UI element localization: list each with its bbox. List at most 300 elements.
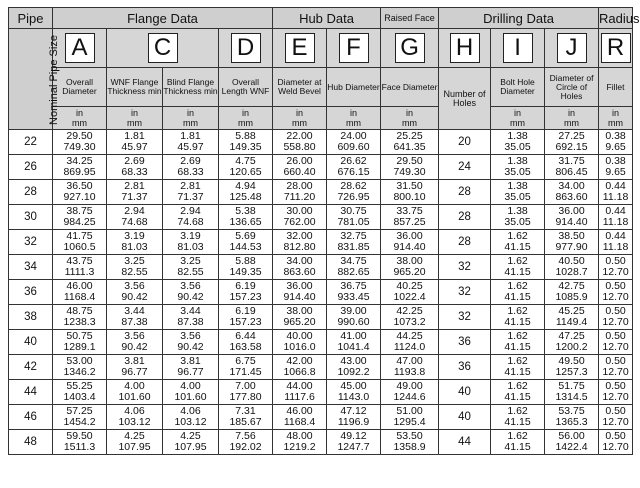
value-inch: 43.75 xyxy=(66,255,93,267)
value-inch: 53.00 xyxy=(66,355,93,367)
unit-mm: mm xyxy=(564,118,580,128)
number-of-holes-cell: 20 xyxy=(439,130,491,155)
value-cell xyxy=(163,405,219,430)
unit-mm: mm xyxy=(608,118,624,128)
unit-inch: in xyxy=(350,108,358,118)
value-cell xyxy=(273,230,327,255)
value-mm: 914.40 xyxy=(393,241,426,253)
value-inch: 0.50 xyxy=(605,330,626,342)
letter-cell-e xyxy=(273,29,327,68)
value-inch: 0.44 xyxy=(605,230,626,242)
value-cell xyxy=(599,255,633,280)
pipe-size-cell: 38 xyxy=(9,305,53,330)
value-inch: 1.62 xyxy=(507,255,528,267)
value-cell xyxy=(599,430,633,455)
letter-r: R xyxy=(601,33,631,63)
value-mm: 749.30 xyxy=(393,166,426,178)
value-cell xyxy=(273,305,327,330)
value-cell xyxy=(327,130,381,155)
value-mm: 641.35 xyxy=(393,141,426,153)
unit-cell xyxy=(53,107,107,130)
value-cell xyxy=(327,405,381,430)
value-mm: 1403.4 xyxy=(63,391,96,403)
group-hub-data: Hub Data xyxy=(273,8,381,29)
value-cell xyxy=(107,380,163,405)
flange-table-container xyxy=(8,7,640,455)
value-inch: 3.81 xyxy=(124,355,145,367)
value-cell xyxy=(545,355,599,380)
value-mm: 41.15 xyxy=(504,341,531,353)
value-cell xyxy=(273,355,327,380)
letter-j: J xyxy=(557,33,587,63)
value-cell xyxy=(273,180,327,205)
value-inch: 41.00 xyxy=(340,330,367,342)
value-inch: 4.25 xyxy=(124,430,145,442)
value-mm: 1365.3 xyxy=(555,416,588,428)
value-cell xyxy=(599,355,633,380)
value-inch: 36.00 xyxy=(286,280,313,292)
value-inch: 28.00 xyxy=(286,180,313,192)
value-cell xyxy=(53,305,107,330)
value-cell xyxy=(491,305,545,330)
value-inch: 5.38 xyxy=(235,205,256,217)
value-cell xyxy=(163,305,219,330)
value-mm: 74.68 xyxy=(177,216,204,228)
value-mm: 87.38 xyxy=(121,316,148,328)
value-mm: 781.05 xyxy=(337,216,370,228)
table-body xyxy=(9,130,633,455)
value-inch: 45.25 xyxy=(558,305,585,317)
value-mm: 68.33 xyxy=(177,166,204,178)
value-inch: 34.00 xyxy=(558,180,585,192)
value-inch: 2.81 xyxy=(124,180,145,192)
value-cell xyxy=(273,155,327,180)
value-cell xyxy=(491,405,545,430)
value-cell xyxy=(273,205,327,230)
unit-cell xyxy=(327,107,381,130)
value-cell xyxy=(53,255,107,280)
value-inch: 1.38 xyxy=(507,205,528,217)
value-cell xyxy=(219,430,273,455)
value-inch: 45.00 xyxy=(340,380,367,392)
value-mm: 882.65 xyxy=(337,266,370,278)
value-cell xyxy=(545,255,599,280)
value-cell xyxy=(53,130,107,155)
pipe-size-cell: 48 xyxy=(9,430,53,455)
value-mm: 35.05 xyxy=(504,191,531,203)
unit-mm: mm xyxy=(127,118,142,128)
value-cell xyxy=(53,330,107,355)
value-inch: 44.25 xyxy=(396,330,423,342)
value-cell xyxy=(491,230,545,255)
value-inch: 47.25 xyxy=(558,330,585,342)
value-inch: 31.50 xyxy=(396,180,423,192)
value-inch: 2.69 xyxy=(124,155,145,167)
value-cell xyxy=(545,380,599,405)
value-inch: 22.00 xyxy=(286,130,313,142)
value-cell xyxy=(53,280,107,305)
value-mm: 1060.5 xyxy=(63,241,96,253)
group-header-row xyxy=(9,8,633,29)
value-mm: 1143.0 xyxy=(337,391,370,403)
value-mm: 144.53 xyxy=(229,241,262,253)
letter-d: D xyxy=(231,33,261,63)
value-cell xyxy=(53,405,107,430)
value-mm: 11.18 xyxy=(602,241,629,253)
value-inch: 1.62 xyxy=(507,355,528,367)
value-cell xyxy=(491,355,545,380)
value-cell xyxy=(491,130,545,155)
col-number-of-holes: Number of Holes xyxy=(439,68,491,130)
value-inch: 57.25 xyxy=(66,405,93,417)
pipe-size-cell: 44 xyxy=(9,380,53,405)
table-row xyxy=(9,305,633,330)
value-cell xyxy=(599,330,633,355)
col-fillet: Fillet xyxy=(599,68,633,107)
unit-inch: in xyxy=(612,108,620,118)
unit-mm: mm xyxy=(346,118,362,128)
number-of-holes-cell: 36 xyxy=(439,355,491,380)
value-mm: 831.85 xyxy=(337,241,370,253)
value-cell xyxy=(327,255,381,280)
value-inch: 38.00 xyxy=(286,305,313,317)
value-inch: 46.00 xyxy=(66,280,93,292)
value-mm: 1511.3 xyxy=(63,441,96,453)
value-inch: 46.00 xyxy=(286,405,313,417)
col-bolt-hole-diameter: Bolt Hole Diameter xyxy=(491,68,545,107)
value-inch: 59.50 xyxy=(66,430,93,442)
value-inch: 53.50 xyxy=(396,430,423,442)
value-cell xyxy=(107,230,163,255)
value-inch: 5.88 xyxy=(235,255,256,267)
value-mm: 96.77 xyxy=(121,366,148,378)
value-inch: 48.00 xyxy=(286,430,313,442)
value-cell xyxy=(219,405,273,430)
flange-dimensions-table xyxy=(8,7,640,455)
value-cell xyxy=(381,130,439,155)
value-cell xyxy=(599,205,633,230)
value-mm: 1422.4 xyxy=(555,441,588,453)
value-mm: 120.65 xyxy=(229,166,262,178)
value-mm: 1149.4 xyxy=(555,316,588,328)
column-label-row xyxy=(9,68,633,107)
value-mm: 1168.4 xyxy=(63,291,96,303)
value-inch: 0.50 xyxy=(605,380,626,392)
letter-c: C xyxy=(148,33,178,63)
unit-inch: in xyxy=(406,108,414,118)
value-inch: 0.38 xyxy=(605,155,626,167)
value-mm: 71.37 xyxy=(177,191,204,203)
value-cell xyxy=(53,430,107,455)
value-mm: 12.70 xyxy=(602,441,629,453)
value-cell xyxy=(491,255,545,280)
unit-inch: in xyxy=(568,108,576,118)
value-cell xyxy=(273,430,327,455)
value-mm: 157.23 xyxy=(229,291,262,303)
group-pipe: Pipe xyxy=(9,8,53,29)
value-mm: 711.20 xyxy=(283,191,316,203)
value-inch: 1.62 xyxy=(507,380,528,392)
unit-inch: in xyxy=(296,108,304,118)
table-row xyxy=(9,355,633,380)
value-mm: 96.77 xyxy=(177,366,204,378)
value-inch: 33.75 xyxy=(396,205,423,217)
value-mm: 11.18 xyxy=(602,191,629,203)
unit-cell xyxy=(163,107,219,130)
value-inch: 36.50 xyxy=(66,180,93,192)
value-inch: 1.38 xyxy=(507,130,528,142)
letter-cell-r xyxy=(599,29,633,68)
value-mm: 692.15 xyxy=(555,141,588,153)
value-cell xyxy=(219,305,273,330)
value-cell xyxy=(53,230,107,255)
value-mm: 41.15 xyxy=(504,416,531,428)
value-inch: 2.81 xyxy=(180,180,201,192)
letter-a: A xyxy=(65,33,95,63)
unit-cell xyxy=(107,107,163,130)
value-inch: 36.00 xyxy=(396,230,423,242)
value-mm: 812.80 xyxy=(283,241,316,253)
value-mm: 1346.2 xyxy=(63,366,96,378)
value-cell xyxy=(163,180,219,205)
unit-cell xyxy=(381,107,439,130)
value-inch: 4.75 xyxy=(235,155,256,167)
value-cell xyxy=(327,430,381,455)
value-cell xyxy=(381,380,439,405)
value-mm: 1238.3 xyxy=(63,316,96,328)
value-inch: 48.75 xyxy=(66,305,93,317)
value-cell xyxy=(273,280,327,305)
value-mm: 101.60 xyxy=(118,391,151,403)
table-row xyxy=(9,205,633,230)
value-mm: 1200.2 xyxy=(555,341,588,353)
unit-inch: in xyxy=(130,108,138,118)
unit-mm: mm xyxy=(292,118,308,128)
value-cell xyxy=(327,330,381,355)
value-mm: 1193.8 xyxy=(393,366,426,378)
value-inch: 55.25 xyxy=(66,380,93,392)
value-inch: 4.25 xyxy=(180,430,201,442)
value-cell xyxy=(381,205,439,230)
value-inch: 34.00 xyxy=(286,255,313,267)
value-mm: 1085.9 xyxy=(555,291,588,303)
table-row xyxy=(9,330,633,355)
value-cell xyxy=(219,255,273,280)
value-inch: 43.00 xyxy=(340,355,367,367)
value-mm: 933.45 xyxy=(337,291,370,303)
pipe-size-cell: 26 xyxy=(9,155,53,180)
value-inch: 3.56 xyxy=(180,330,201,342)
value-cell xyxy=(163,330,219,355)
value-cell xyxy=(219,130,273,155)
value-inch: 0.44 xyxy=(605,180,626,192)
value-inch: 2.94 xyxy=(124,205,145,217)
value-cell xyxy=(107,355,163,380)
value-mm: 107.95 xyxy=(174,441,207,453)
value-mm: 1016.0 xyxy=(283,341,316,353)
value-cell xyxy=(273,380,327,405)
value-mm: 1066.8 xyxy=(283,366,316,378)
unit-row xyxy=(9,107,633,130)
value-inch: 1.62 xyxy=(507,280,528,292)
value-inch: 30.00 xyxy=(286,205,313,217)
value-cell xyxy=(219,380,273,405)
value-cell xyxy=(327,230,381,255)
value-mm: 1196.9 xyxy=(337,416,370,428)
value-mm: 660.40 xyxy=(283,166,316,178)
value-mm: 990.60 xyxy=(337,316,370,328)
value-inch: 3.19 xyxy=(180,230,201,242)
value-mm: 81.03 xyxy=(121,241,148,253)
value-mm: 927.10 xyxy=(63,191,96,203)
value-cell xyxy=(327,155,381,180)
value-mm: 41.15 xyxy=(504,316,531,328)
value-cell xyxy=(381,255,439,280)
unit-inch: in xyxy=(75,108,83,118)
unit-mm: mm xyxy=(238,118,253,128)
value-cell xyxy=(327,355,381,380)
pipe-size-cell: 36 xyxy=(9,280,53,305)
value-cell xyxy=(491,380,545,405)
value-mm: 762.00 xyxy=(283,216,316,228)
value-cell xyxy=(163,355,219,380)
value-inch: 47.00 xyxy=(396,355,423,367)
value-mm: 863.60 xyxy=(283,266,316,278)
value-cell xyxy=(599,280,633,305)
value-cell xyxy=(491,155,545,180)
value-cell xyxy=(491,180,545,205)
value-inch: 7.56 xyxy=(235,430,256,442)
value-inch: 0.38 xyxy=(605,130,626,142)
value-cell xyxy=(491,430,545,455)
unit-cell xyxy=(273,107,327,130)
value-mm: 12.70 xyxy=(602,266,629,278)
value-cell xyxy=(107,430,163,455)
value-cell xyxy=(381,355,439,380)
value-mm: 45.97 xyxy=(177,141,204,153)
value-cell xyxy=(219,355,273,380)
value-inch: 53.75 xyxy=(558,405,585,417)
value-mm: 1244.6 xyxy=(393,391,426,403)
pipe-size-cell: 40 xyxy=(9,330,53,355)
value-inch: 0.50 xyxy=(605,305,626,317)
value-mm: 1295.4 xyxy=(393,416,426,428)
value-inch: 49.50 xyxy=(558,355,585,367)
pipe-size-cell: 46 xyxy=(9,405,53,430)
value-inch: 39.00 xyxy=(340,305,367,317)
value-inch: 41.75 xyxy=(66,230,93,242)
letter-cell-h xyxy=(439,29,491,68)
value-mm: 1314.5 xyxy=(555,391,588,403)
pipe-size-cell: 30 xyxy=(9,205,53,230)
value-cell xyxy=(381,405,439,430)
value-mm: 609.60 xyxy=(337,141,370,153)
value-inch: 51.00 xyxy=(396,405,423,417)
letter-f: F xyxy=(339,33,369,63)
value-mm: 1257.3 xyxy=(555,366,588,378)
value-inch: 49.12 xyxy=(340,430,367,442)
col-face-diameter: Face Diameter xyxy=(381,68,439,107)
number-of-holes-cell: 36 xyxy=(439,330,491,355)
value-inch: 26.00 xyxy=(286,155,313,167)
value-cell xyxy=(545,305,599,330)
value-inch: 4.00 xyxy=(180,380,201,392)
value-inch: 3.44 xyxy=(180,305,201,317)
value-mm: 90.42 xyxy=(177,291,204,303)
table-row xyxy=(9,155,633,180)
value-mm: 965.20 xyxy=(283,316,316,328)
value-inch: 5.69 xyxy=(235,230,256,242)
value-inch: 34.75 xyxy=(340,255,367,267)
group-radius: Radius xyxy=(599,8,633,29)
value-cell xyxy=(327,380,381,405)
unit-inch: in xyxy=(242,108,250,118)
value-inch: 5.88 xyxy=(235,130,256,142)
pipe-size-cell: 34 xyxy=(9,255,53,280)
value-inch: 1.38 xyxy=(507,180,528,192)
value-cell xyxy=(599,380,633,405)
value-mm: 806.45 xyxy=(555,166,588,178)
value-mm: 12.70 xyxy=(602,341,629,353)
value-inch: 2.69 xyxy=(180,155,201,167)
value-mm: 1219.2 xyxy=(283,441,316,453)
letter-cell-a xyxy=(53,29,107,68)
nominal-pipe-size-header xyxy=(9,29,60,130)
value-mm: 1111.3 xyxy=(64,266,95,278)
value-inch: 4.06 xyxy=(180,405,201,417)
value-mm: 107.95 xyxy=(118,441,151,453)
value-mm: 800.10 xyxy=(393,191,426,203)
value-inch: 0.50 xyxy=(605,430,626,442)
value-mm: 12.70 xyxy=(602,316,629,328)
value-inch: 36.00 xyxy=(558,205,585,217)
value-cell xyxy=(219,155,273,180)
value-inch: 3.25 xyxy=(124,255,145,267)
value-cell xyxy=(107,180,163,205)
value-cell xyxy=(163,130,219,155)
value-cell xyxy=(163,205,219,230)
value-inch: 1.81 xyxy=(180,130,201,142)
value-cell xyxy=(53,180,107,205)
unit-mm: mm xyxy=(510,118,526,128)
value-cell xyxy=(163,380,219,405)
value-mm: 74.68 xyxy=(121,216,148,228)
value-mm: 726.95 xyxy=(337,191,370,203)
value-mm: 9.65 xyxy=(605,141,626,153)
value-inch: 3.56 xyxy=(124,280,145,292)
value-mm: 68.33 xyxy=(121,166,148,178)
group-flange-data: Flange Data xyxy=(53,8,273,29)
value-inch: 32.75 xyxy=(340,230,367,242)
value-mm: 914.40 xyxy=(555,216,588,228)
unit-cell xyxy=(599,107,633,130)
value-inch: 42.25 xyxy=(396,305,423,317)
value-cell xyxy=(599,230,633,255)
letter-cell-j xyxy=(545,29,599,68)
value-inch: 6.19 xyxy=(235,305,256,317)
value-mm: 136.65 xyxy=(229,216,262,228)
value-mm: 90.42 xyxy=(121,291,148,303)
value-cell xyxy=(545,330,599,355)
unit-cell xyxy=(219,107,273,130)
number-of-holes-cell: 28 xyxy=(439,180,491,205)
value-cell xyxy=(599,180,633,205)
value-cell xyxy=(545,130,599,155)
col-overall-diameter: Overall Diameter xyxy=(53,68,107,107)
pipe-size-cell: 22 xyxy=(9,130,53,155)
unit-inch: in xyxy=(186,108,194,118)
value-cell xyxy=(163,430,219,455)
